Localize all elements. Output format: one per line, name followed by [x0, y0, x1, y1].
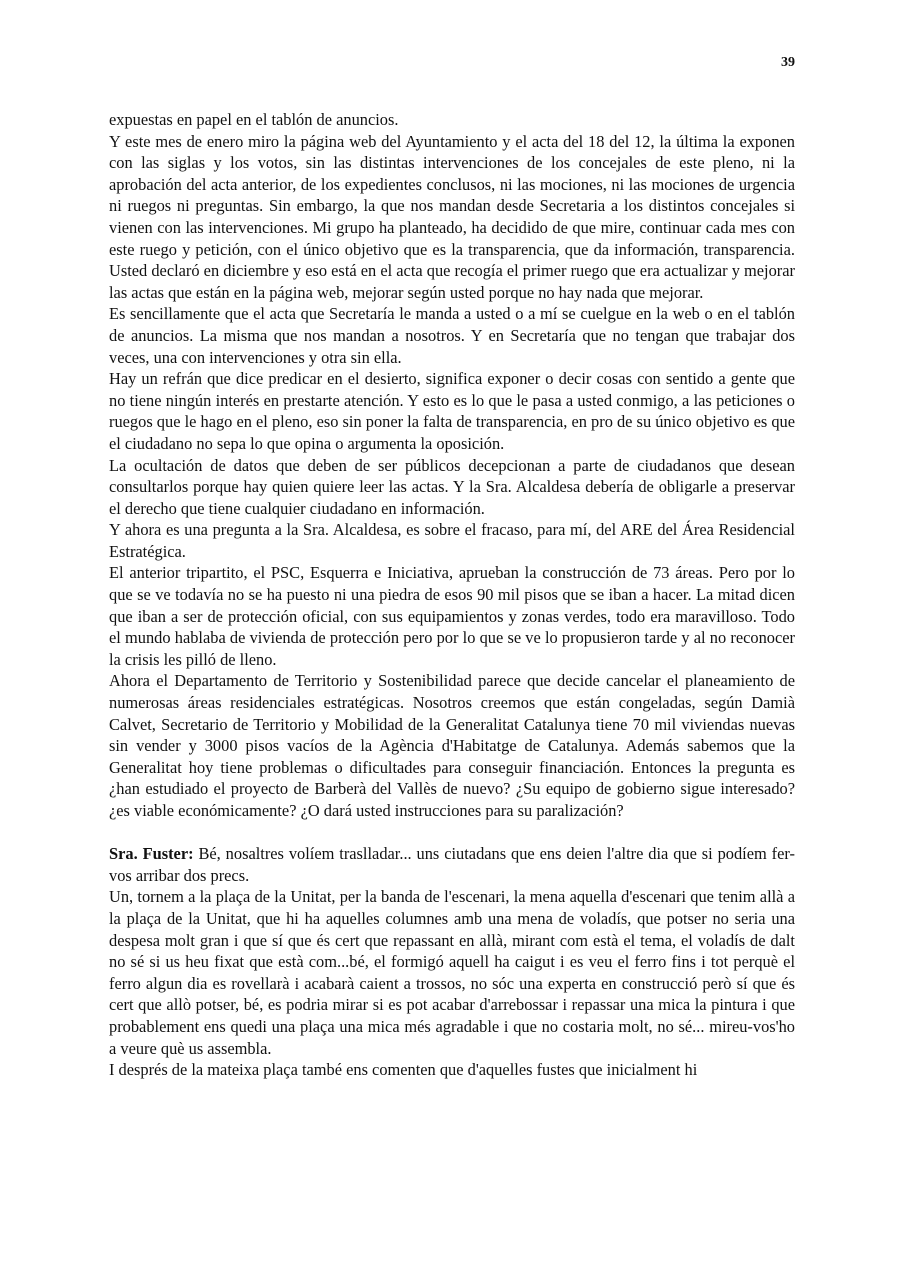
paragraph: Y este mes de enero miro la página web del Ayuntamiento y el acta del 18 del 12, la última la exponen con las siglas y los votos, sin las distintas intervenciones de los concejales de este pleno, ni la aprobación del acta anterior, de los expedientes conclusos, ni las mociones, ni las mociones de urgencia ni ruegos ni preguntas. Sin embargo, la que nos mandan desde Secretaria a los distintos concejales si vienen con las intervenciones. Mi grupo ha planteado, ha decidido de que mire, continuar cada mes con este ruego y petición, con el único objetivo que es la transparencia, que da información, transparencia. Usted declaró en diciembre y eso está en el acta que recogía el primer ruego que era actualizar y mejorar las actas que están en la página web, mejorar según usted porque no hay nada que mejorar. [109, 131, 795, 302]
paragraph: Hay un refrán que dice predicar en el desierto, significa exponer o decir cosas con sentido a gente que no tiene ningún interés en prestarte atención. Y esto es lo que le pasa a usted conmigo, a las peticiones o ruegos que le hago en el pleno, eso sin poner la falta de transparencia, en pro de su único objetivo es que el ciudadano no sepa lo que opina o argumenta la oposición. [109, 369, 795, 453]
paragraph: La ocultación de datos que deben de ser públicos decepcionan a parte de ciudadanos que desean consultarlos porque hay quien quiere leer las actas. Y la Sra. Alcaldesa debería de obligarle a preservar el derecho que tiene cualquier ciudadano en información. [109, 455, 795, 518]
paragraph: El anterior tripartito, el PSC, Esquerra e Iniciativa, aprueban la construcción de 73 áreas. Pero por lo que se ve todavía no se ha puesto ni una piedra de esos 90 mil pisos que se iban a hacer. La mitad dicen que iban a ser de protección oficial, con sus equipamientos y zonas verdes, todo era maravilloso. Todo el mundo hablaba de vivienda de protección pero por lo que se ve lo propusieron tarde y al no reconocer la crisis les pilló de lleno. [109, 563, 795, 669]
paragraph: Es sencillamente que el acta que Secretaría le manda a usted o a mí se cuelgue en la web o en el tablón de anuncios. La misma que nos mandan a nosotros. Y en Secretaría que no tengan que trabajar dos veces, una con intervenciones y otra sin ella. [109, 304, 795, 367]
speaker-name: Sra. Fuster: [109, 844, 194, 864]
paragraph: I després de la mateixa plaça també ens comenten que d'aquelles fustes que inicialment hi [109, 1060, 698, 1080]
paragraph: expuestas en papel en el tablón de anuncios. [109, 110, 399, 129]
paragraph: Un, tornem a la plaça de la Unitat, per la banda de l'escenari, la mena aquella d'escenari que tenim allà a la plaça de la Unitat, que hi ha aquelles columnes amb una mena de voladís, que potser no seria una despesa molt gran i que sí que és cert que repassant en allà, mirant com està el tema, el voladís de dalt no sé si us heu fixat que està com...bé, el formigó aquell ha caigut i es veu el ferro fins i tot perquè el ferro algun dia es rovellarà i acabarà caient a trossos, no sóc una experta en construcció però sí que és cert que allò potser, bé, es podria mirar si es pot acabar d'arrebossar i repassar una mica la pintura i que probablement ens quedi una plaça una mica més agradable i que no costaria molt, no sé... mireu-vos'ho a veure què us assembla. [109, 887, 795, 1058]
paragraph: Y ahora es una pregunta a la Sra. Alcaldesa, es sobre el fracaso, para mí, del ARE del Área Residencial Estratégica. [109, 520, 795, 561]
speaker-text: Bé, nosaltres volíem traslladar... uns ciutadans que ens deien l'altre dia que si podíem fer-vos arribar dos precs. [109, 844, 795, 885]
blank-line [109, 822, 795, 844]
page-number: 39 [781, 55, 795, 70]
paragraph: Ahora el Departamento de Territorio y Sostenibilidad parece que decide cancelar el planeamiento de numerosas áreas residenciales estratégicas. Nosotros creemos que están congeladas, según Damià Calvet, Secretario de Territorio y Mobilidad de la Generalitat Catalunya tiene 70 mil viviendas nuevas sin vender y 3000 pisos vacíos de la Agència d'Habitatge de Catalunya. Además sabemos que la Generalitat hoy tiene problemas o dificultades para conseguir financiación. Entonces la pregunta es ¿han estudiado el proyecto de Barberà del Vallès de nuevo? ¿Su equipo de gobierno sigue interesado? ¿es viable económicamente? ¿O dará usted instrucciones para su paralización? [109, 671, 795, 820]
document-body [109, 109, 795, 1081]
speaker-paragraph [109, 843, 795, 886]
